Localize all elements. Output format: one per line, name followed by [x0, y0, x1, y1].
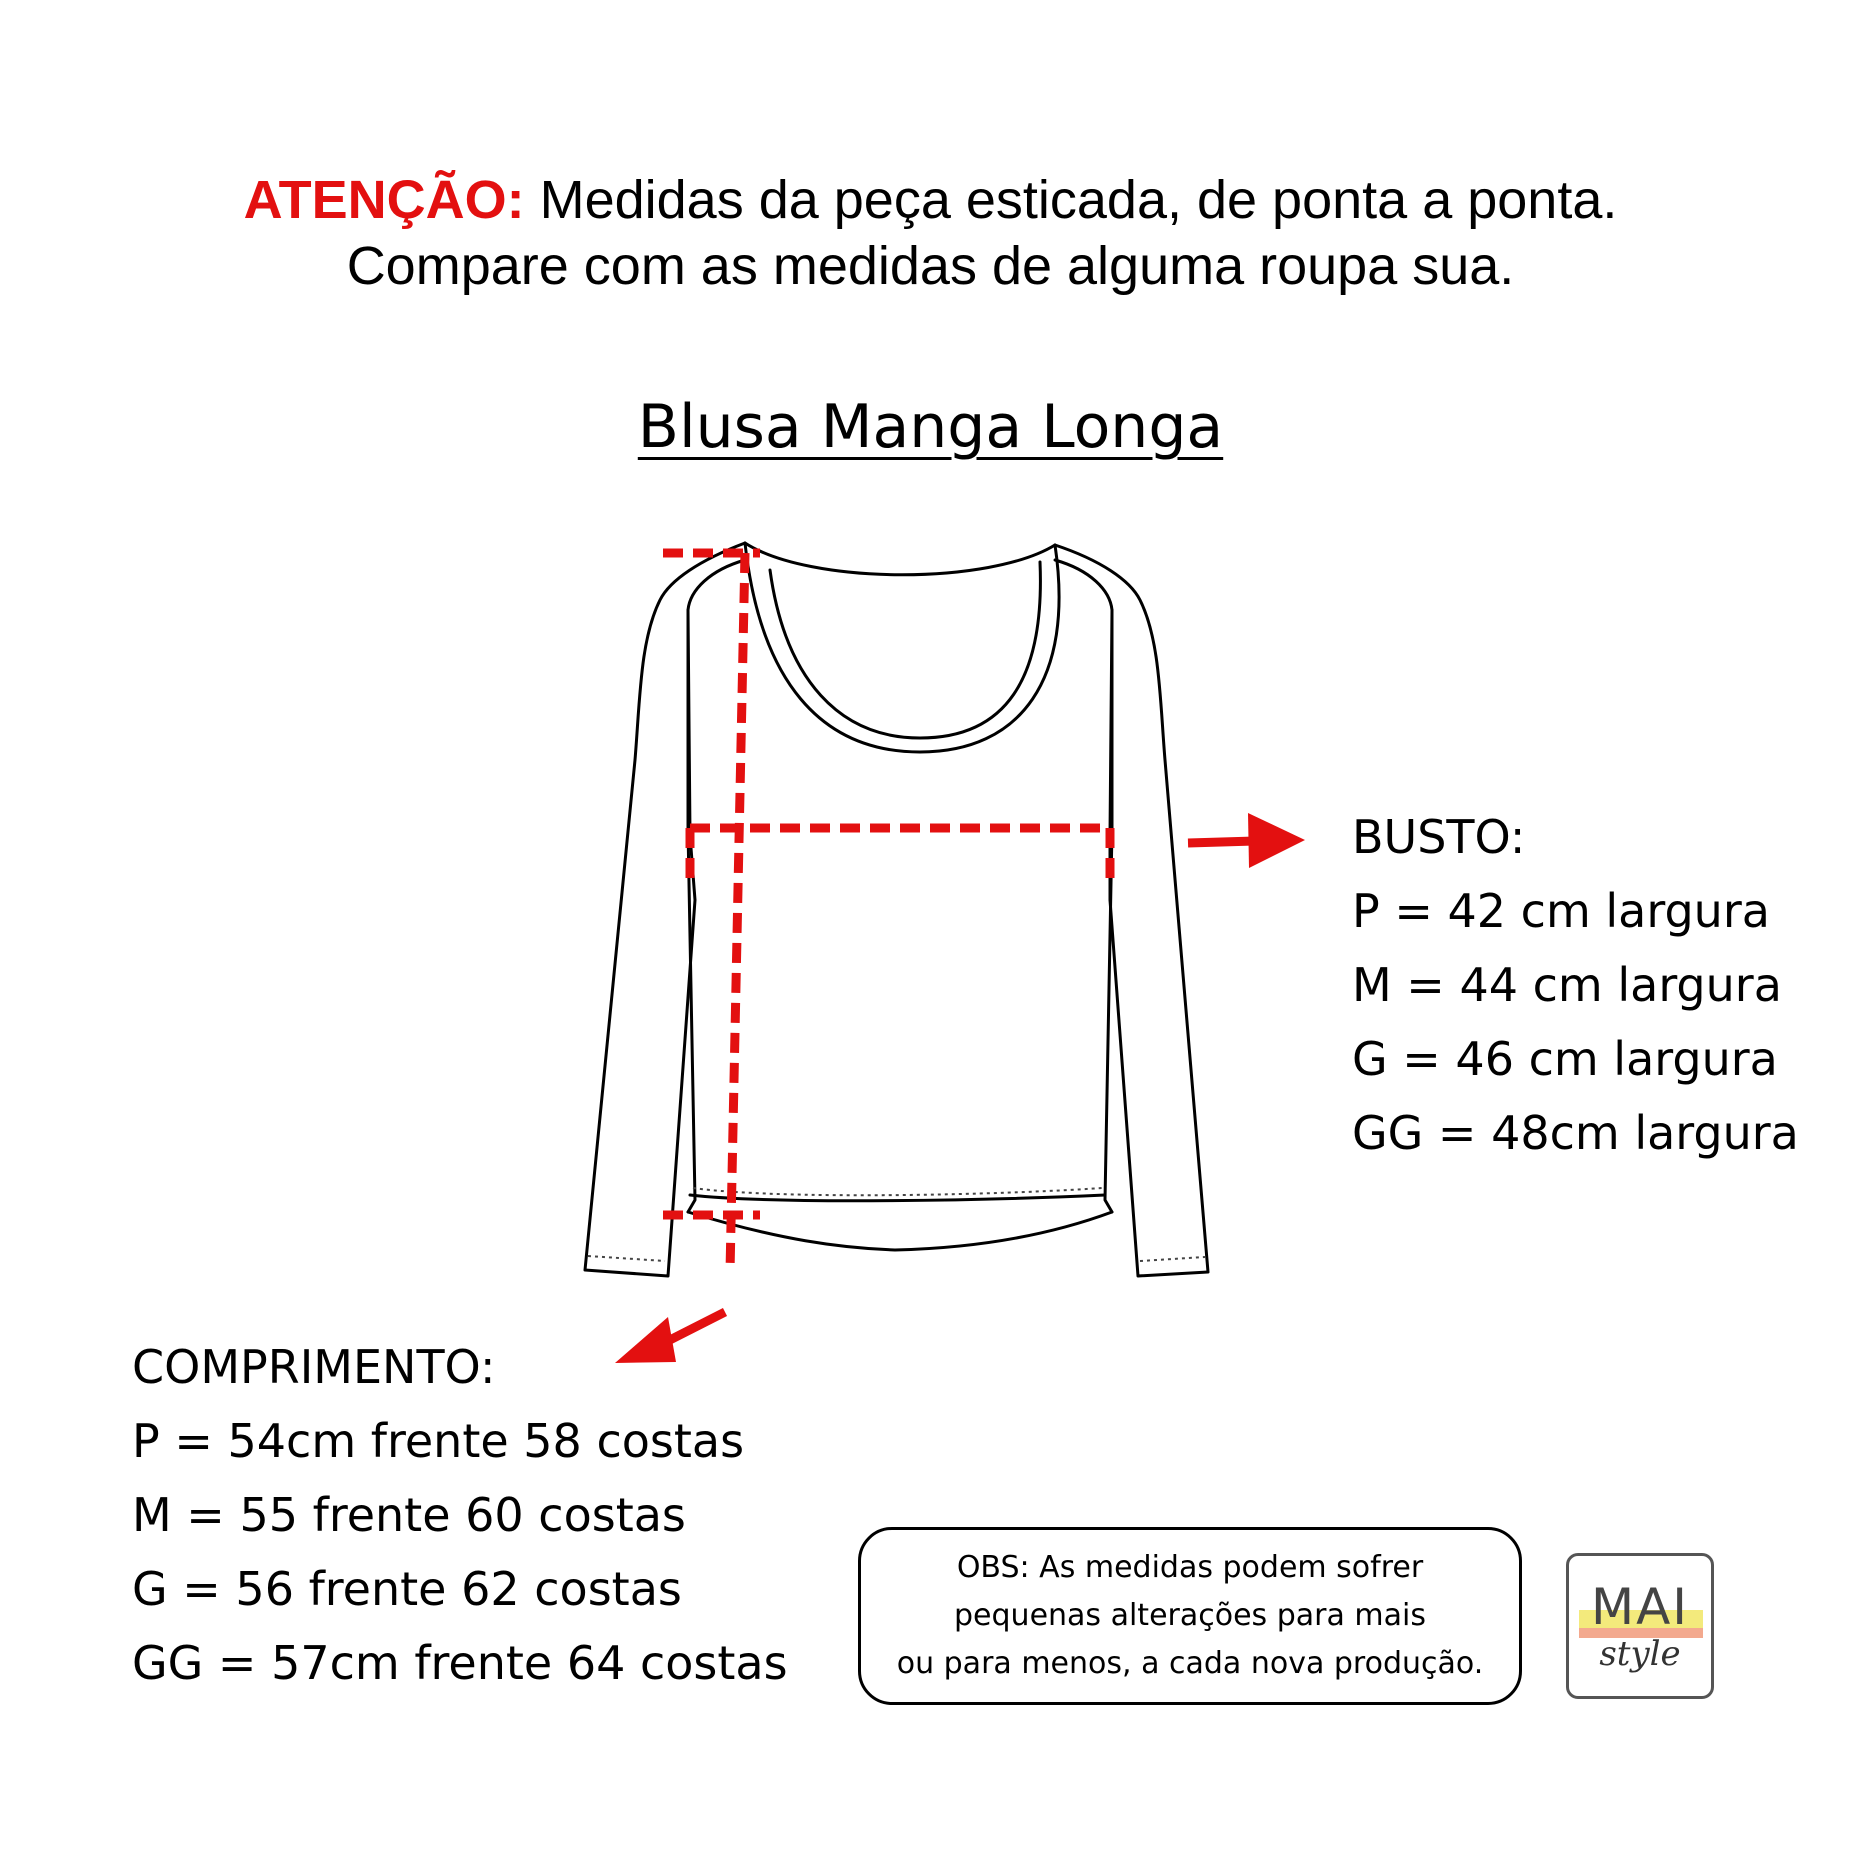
comprimento-block: [132, 1330, 788, 1700]
bust-arrow-shaft: [1188, 841, 1255, 843]
logo-brand-text: MAI: [1590, 1578, 1690, 1636]
busto-heading: BUSTO:: [1352, 810, 1526, 864]
bust-arrow-head: [1248, 813, 1305, 868]
warning-line-2: Compare com as medidas de alguma roupa sua.: [346, 236, 1515, 296]
body-right-side: [1105, 610, 1112, 1212]
busto-line: GG = 48cm largura: [1352, 1106, 1799, 1160]
obs-line: OBS: As medidas podem sofrer: [956, 1550, 1424, 1585]
page-title-text: Blusa Manga Longa: [637, 392, 1224, 462]
obs-line: ou para menos, a cada nova produção.: [896, 1646, 1484, 1681]
right-sleeve: [1055, 545, 1208, 1276]
length-vertical-guide: [730, 553, 745, 1272]
warning-text: Medidas da peça esticada, de ponta a ponta.: [524, 170, 1618, 230]
busto-block: [1352, 800, 1799, 1170]
comprimento-line: G = 56 frente 62 costas: [132, 1562, 682, 1616]
busto-line: P = 42 cm largura: [1352, 884, 1770, 938]
shoulder-line: [745, 543, 1055, 575]
comprimento-line: P = 54cm frente 58 costas: [132, 1414, 745, 1468]
hem-stitch: [693, 1188, 1102, 1195]
blouse-outline: [585, 543, 1208, 1276]
right-cuff-stitch: [1140, 1257, 1205, 1261]
logo-script-text: style: [1599, 1634, 1681, 1674]
comprimento-line: GG = 57cm frente 64 costas: [132, 1636, 788, 1690]
busto-line: M = 44 cm largura: [1352, 958, 1782, 1012]
obs-note: [858, 1527, 1522, 1705]
warning-label: ATENÇÃO:: [243, 170, 525, 230]
left-sleeve: [585, 543, 745, 1276]
obs-line: pequenas alterações para mais: [954, 1598, 1426, 1633]
comprimento-line: M = 55 frente 60 costas: [132, 1488, 686, 1542]
measurement-guides: [663, 553, 1110, 1272]
left-cuff-stitch: [588, 1256, 665, 1261]
hem: [688, 1212, 1112, 1250]
arrows: [615, 813, 1305, 1363]
busto-line: G = 46 cm largura: [1352, 1032, 1778, 1086]
brand-logo: [1566, 1553, 1714, 1699]
comprimento-heading: COMPRIMENTO:: [132, 1340, 496, 1394]
